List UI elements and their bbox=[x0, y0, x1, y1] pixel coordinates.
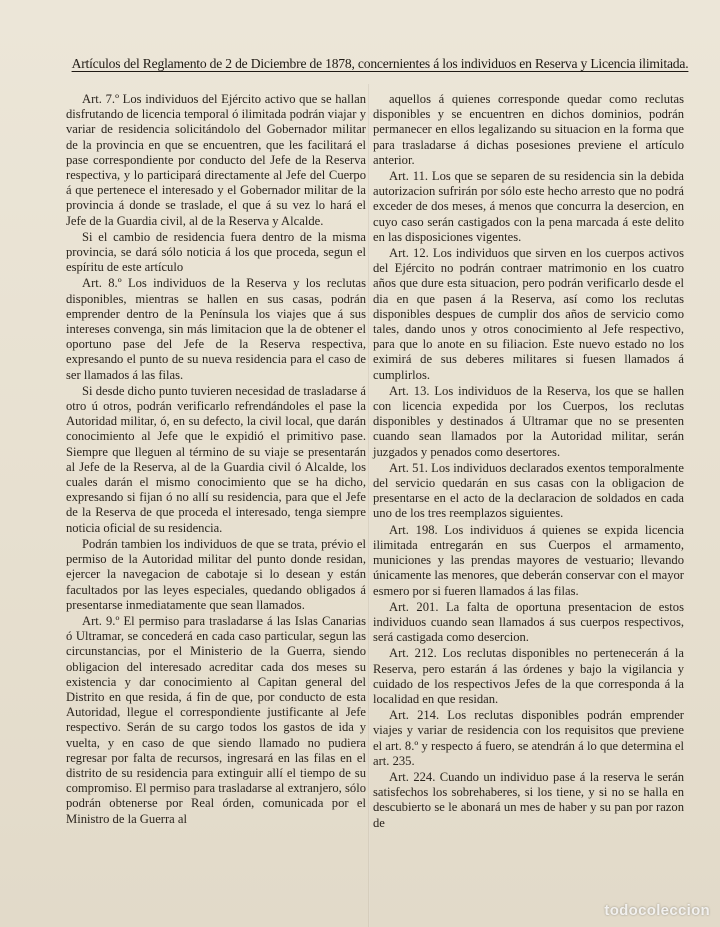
paragraph-art-12: Art. 12. Los individuos que sirven en los cuerpos activos del Ejército no podrán contraer matrimonio en los cuatro años que dure esta situacion, pero podrán verificarlo desde el dia en que pasen á la Reserva, así como los reclutas disponibles despues de cumplir dos años de servicio como tales, dando unos y otros conocimiento al Jefe respectivo, para que lo anote en su filiacion. Este nuevo estado no los eximirá de sus deberes militares si fuesen llamados á cumplirlos. bbox=[373, 246, 684, 382]
paragraph-art-11: Art. 11. Los que se separen de su residencia sin la debida autorizacion sufrirán por sólo este hecho arresto que no podrá exceder de dos meses, á menos que concurra la desercion, en cuyo caso serán castigados con la pena marcada á este delito en las disposiciones vigentes. bbox=[373, 169, 684, 244]
paragraph-art-201: Art. 201. La falta de oportuna presentacion de estos individuos cuando sean llamados á sus cuerpos respectivos, será castigada como desercion. bbox=[373, 599, 684, 645]
paragraph-art-13: Art. 13. Los individuos de la Reserva, los que se hallen con licencia expedida por los Cuerpos, los reclutas disponibles y destinados á Ultramar que no se presenten cuando sean llamados por la Autoridad militar, serán juzgados y penados como desertores. bbox=[373, 383, 684, 459]
watermark: todocoleccion bbox=[604, 902, 710, 919]
paragraph-art-7-cont: Si el cambio de residencia fuera dentro de la misma provincia, se dará sólo noticia á los que proceda, segun el espíritu de este artículo bbox=[66, 229, 366, 275]
paragraph-art-9: Art. 9.º El permiso para trasladarse á las Islas Canarias ó Ultramar, se concederá en cada caso particular, segun las circunstancias, por el Ministerio de la Guerra, siendo obligacion del interesado acreditar cada dos meses su existencia y dar conocimiento al Capitan general del Distrito en que resida, á fin de que, por conducto de esta Autoridad, llegue el correspondiente justificante al Jefe respectivo. Serán de su cargo todos los gastos de ida y vuelta, y en caso de que siendo llamado no pudiera regresar por falta de recursos, ingresará en las filas en el distrito de su residencia para extinguir allí el tiempo de su compromiso. El permiso para trasladarse al extranjero, sólo podrán obtenerse por Real órden, comunicada por el Ministro de la Guerra al bbox=[66, 613, 366, 826]
right-column bbox=[373, 92, 684, 832]
paragraph-art-8-cont: Si desde dicho punto tuvieren necesidad de trasladarse á otro ú otros, podrán verificarlo refrendándoles el pase la Autoridad militar, ó, en su defecto, la civil local, que darán conocimiento al Jefe que le expidió el primitivo pase. Siempre que lleguen al término de su viaje se presentarán al Jefe de la Reserva, al de la Guardia civil ó Alcalde, los cuales darán el mismo conocimiento que se ha dicho, expresando si fijan ó no allí su residencia, para que el Jefe de la Reserva de que proceda el interesado, tenga siempre noticia oficial de su residencia. bbox=[66, 383, 366, 535]
paragraph-art-198: Art. 198. Los individuos á quienes se expida licencia ilimitada entregarán en sus Cuerpos el armamento, municiones y las prendas mayores de vestuario; llevando únicamente las menores, que deberán conservar con el mayor esmero por si fueren llamados á las filas. bbox=[373, 522, 684, 598]
paragraph-art-51: Art. 51. Los individuos declarados exentos temporalmente del servicio quedarán en sus casas con la obligacion de presentarse en el acto de la declaracion de soldados en cada uno de los tres reemplazos siguientes. bbox=[373, 460, 684, 521]
paragraph-art-224: Art. 224. Cuando un individuo pase á la reserva le serán satisfechos los sobrehaberes, si los tiene, y si no se halla en descubierto se le abonará un mes de haber y su pan por razon de bbox=[373, 769, 684, 830]
left-column bbox=[66, 92, 366, 828]
paragraph-art-10-cont: aquellos á quienes corresponde quedar como reclutas disponibles y se encuentren en dichos dominios, podrán permanecer en ellos legalizando su situacion en la forma que para trasladarse á dichas posesiones previene el artículo anterior. bbox=[373, 92, 684, 167]
paragraph-art-214: Art. 214. Los reclutas disponibles podrán emprender viajes y variar de residencia con los requisitos que previene el art. 8.º y respecto á fuero, se atendrán á lo que determina el art. 235. bbox=[373, 708, 684, 768]
document-title: Artículos del Reglamento de 2 de Diciembre de 1878, concernientes á los individuos en Reserva y Licencia ilimitada. bbox=[71, 56, 689, 71]
paragraph-art-8: Art. 8.º Los individuos de la Reserva y los reclutas disponibles, mientras se hallen en sus casas, podrán emprender dentro de la Península los viajes que á sus intereses convenga, sin más limitacion que la de obtener el oportuno pase del Jefe de la Reserva respectiva, expresando el punto de su nueva residencia para el caso de ser llamados á las filas. bbox=[66, 276, 366, 382]
paragraph-art-8-navegacion: Podrán tambien los individuos de que se trata, prévio el permiso de la Autoridad militar del punto donde residan, ejercer la navegacion de cabotaje si lo desean y están facultados por las leyes especiales, quedando obligados á presentarse inmediatamente que sean llamados. bbox=[66, 536, 366, 612]
paragraph-art-212: Art. 212. Los reclutas disponibles no pertenecerán á la Reserva, pero estarán á las órdenes y bajo la vigilancia y cuidado de los respectivos Jefes de la que corresponda á la localidad en que residan. bbox=[373, 646, 684, 706]
paragraph-art-7: Art. 7.º Los individuos del Ejército activo que se hallan disfrutando de licencia temporal ó ilimitada podrán viajar y variar de residencia solicitándolo del Gobernador militar de la provincia en que se encuentren, que les facilitará el pase correspondiente por conducto del Jefe de la Reserva respectiva, y lo participará directamente al Jefe del Cuerpo á que pertenece el interesado y el Gobernador militar de la provincia á donde se traslade, el que á su vez lo hará el Jefe de la Guardia civil, al de la Reserva y Alcalde. bbox=[66, 92, 366, 228]
paper-fold bbox=[368, 84, 370, 927]
